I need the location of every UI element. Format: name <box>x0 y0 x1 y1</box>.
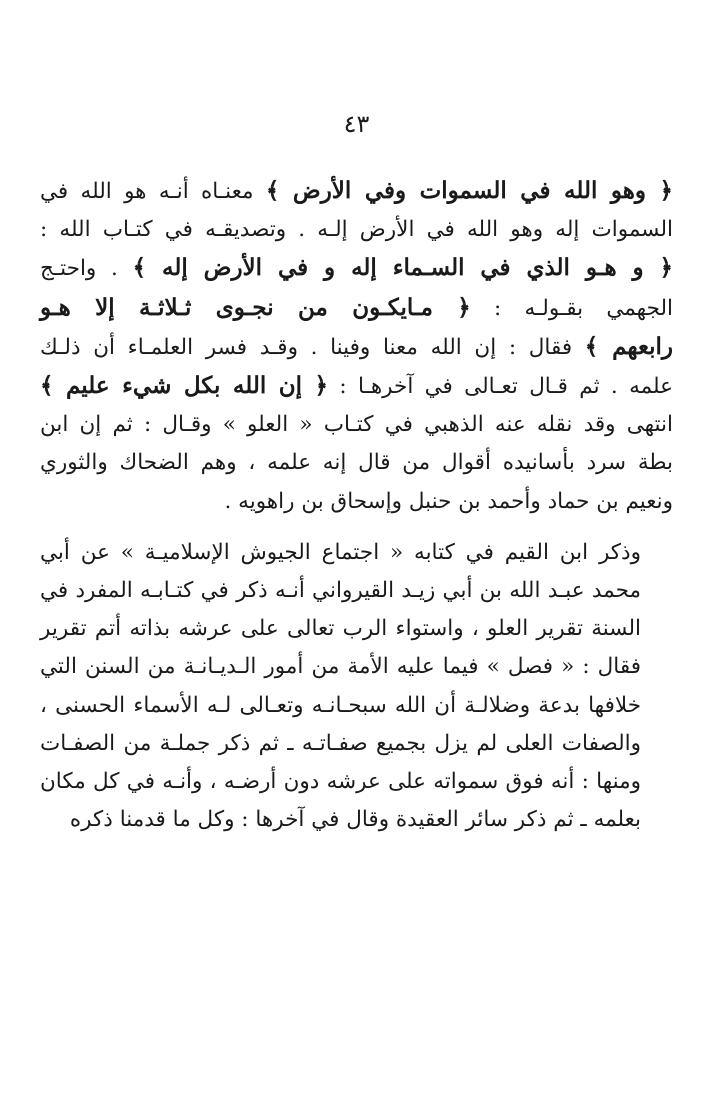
text-line <box>40 406 673 444</box>
text-line <box>40 172 673 211</box>
quran-verse: ﴿ إن الله بكل شيء عليم ﴾ <box>40 372 329 400</box>
text-segment: بعلمه ـ ثم ذكر سائر العقيدة وقال في آخرها : وكل ما قدمنا ذكره <box>69 807 641 833</box>
text-segment: وذكر ابن القيم في كتابه « اجتماع الجيوش الإسلاميـة » عن أبي <box>40 539 641 565</box>
text-segment: والصفات العلى لم يزل بجميع صفـاتـه ـ ثم ذكر جملـة من الصفـات <box>40 730 641 756</box>
quran-verse: ﴿ و هـو الذي في السـماء إله و في الأرض إله ﴾ <box>132 254 673 282</box>
text-segment: علمه . ثم قـال تعـالى في آخرهـا : <box>328 374 673 400</box>
text-segment: فقال : « فصل » فيما عليه الأمة من أمور الـديـانـة من السنن التي <box>40 654 641 680</box>
text-line <box>40 367 673 406</box>
text-line <box>40 444 673 482</box>
quran-verse: ﴿ مـايكـون من نجـوى ثـلاثـة إلا هـو <box>40 293 471 321</box>
text-line <box>40 687 673 725</box>
text-line <box>40 610 673 648</box>
text-line <box>40 763 673 801</box>
text-segment: بطة سرد بأسانيده أقوال من قال إنه علمه ، وهم الضحاك والثوري <box>40 450 673 476</box>
text-line <box>40 249 673 288</box>
text-line <box>40 648 673 686</box>
text-segment: ونعيم بن حماد وأحمد بن حنبل وإسحاق بن راهويه . <box>224 488 673 514</box>
page-number: ٤٣ <box>343 110 370 138</box>
text-segment: ومنها : أنه فوق سمواته على عرشه دون أرضـه ، وأنـه في كل مكان <box>40 769 641 795</box>
text-segment: محمد عبـد الله بن أبي زيـد القيرواني أنـه ذكر في كتـابـه المفرد في <box>40 578 641 604</box>
text-line <box>40 328 673 367</box>
text-segment: . واحتـج <box>40 256 133 282</box>
text-line <box>40 483 673 521</box>
text-segment: السموات إله وهو الله في الأرض إلـه . وتصديقـه في كتـاب الله : <box>40 217 673 243</box>
text-segment: انتهى وقد نقله عنه الذهبي في كتـاب « العلو » وقـال : ثم إن ابن <box>40 412 673 438</box>
paragraph <box>40 534 673 840</box>
body-text <box>40 172 673 839</box>
text-segment: السنة تقرير العلو ، واستواء الرب تعالى على عرشه بذاته أتم تقرير <box>40 616 641 642</box>
text-line <box>40 534 673 572</box>
text-segment: معنـاه أنـه هو الله في <box>40 179 266 204</box>
quran-verse: ﴿ وهو الله في السموات وفي الأرض ﴾ <box>265 177 673 204</box>
text-line <box>40 572 673 610</box>
text-segment: الجهمي بقـولـه : <box>470 295 673 321</box>
paragraph <box>40 172 673 521</box>
text-line <box>40 289 673 328</box>
quran-verse: رابعهم ﴾ <box>584 332 674 360</box>
text-line <box>40 801 673 839</box>
text-segment: فقال : إن الله معنا وفينا . وقـد فسر العلمـاء أن ذلـك <box>40 334 585 360</box>
text-line <box>40 211 673 249</box>
text-line <box>40 725 673 763</box>
text-segment: خلافها بدعة وضلالـة أن الله سبحـانـه وتعـالى لـه الأسماء الحسنى ، <box>40 692 641 718</box>
